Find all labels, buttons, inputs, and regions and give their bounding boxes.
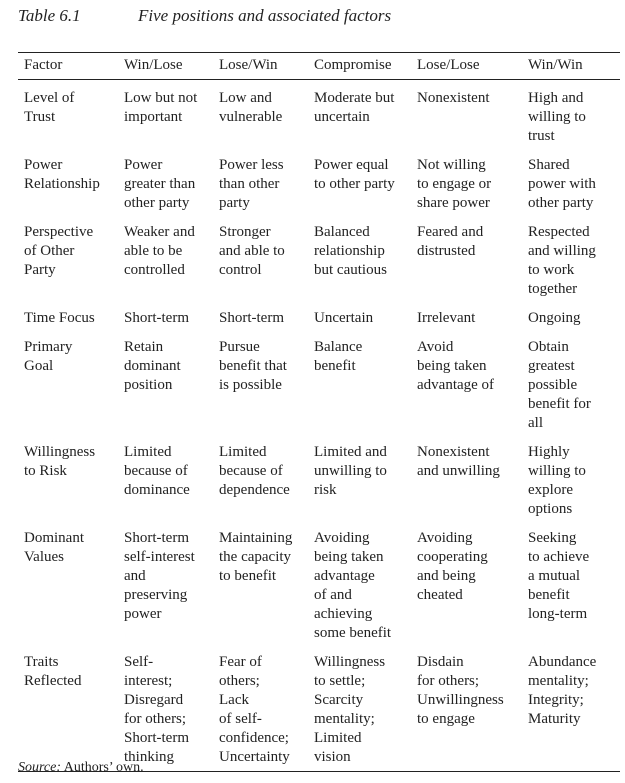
table-cell: Maintaining the capacity to benefit	[219, 530, 293, 584]
table-cell: Irrelevant	[417, 310, 476, 326]
table-cell: Disdain for others; Unwillingness to engage	[417, 654, 504, 727]
table-cell: Willingness to settle; Scarcity mentality; Limited vision	[314, 654, 386, 765]
source-text: Authors’ own.	[61, 760, 144, 775]
table-cell: Retain dominant position	[124, 339, 181, 393]
column-header: Win/Lose	[124, 57, 183, 73]
table-cell: Limited and unwilling to risk	[314, 444, 387, 498]
table-cell: Obtain greatest possible benefit for all	[528, 339, 591, 431]
table-row	[18, 213, 620, 299]
column-header: Factor	[24, 57, 63, 73]
column-header: Win/Win	[528, 57, 583, 73]
column-header: Lose/Lose	[417, 57, 480, 73]
table-row	[18, 328, 620, 433]
table-number: Table 6.1	[18, 6, 81, 25]
row-factor-label: Primary Goal	[24, 339, 73, 374]
table-cell: Stronger and able to control	[219, 224, 285, 278]
table-cell: Fear of others; Lack of self- confidence; Uncertainty	[219, 654, 290, 765]
table-source	[18, 758, 144, 777]
row-factor-label: Traits Reflected	[24, 654, 82, 689]
column-header: Compromise	[314, 57, 392, 73]
column-header: Lose/Win	[219, 57, 278, 73]
table-cell: Abundance mentality; Integrity; Maturity	[528, 654, 597, 727]
source-label: Source:	[18, 760, 62, 775]
row-factor-label: Willingness to Risk	[24, 444, 96, 479]
table-cell: Ongoing	[528, 310, 581, 326]
table-cell: Nonexistent	[417, 90, 490, 106]
table-cell: Limited because of dependence	[219, 444, 290, 498]
table-cell: Short-term	[219, 310, 284, 326]
table-cell: Weaker and able to be controlled	[124, 224, 195, 278]
table-cell: Short-term self-interest and preserving power	[124, 530, 195, 622]
table-cell: Pursue benefit that is possible	[219, 339, 287, 393]
table-cell: Seeking to achieve a mutual benefit long-term	[528, 530, 590, 622]
table-caption	[18, 6, 391, 25]
row-factor-label: Dominant Values	[24, 530, 84, 565]
row-factor-label: Perspective of Other Party	[24, 224, 94, 278]
table-row	[18, 643, 620, 772]
table-cell: Self- interest; Disregard for others; Short-term thinking	[124, 654, 189, 765]
table-row	[18, 80, 620, 147]
row-factor-label: Level of Trust	[24, 90, 75, 125]
table-row	[18, 433, 620, 519]
table-cell: Power less than other party	[219, 157, 284, 211]
table-cell: Moderate but uncertain	[314, 90, 395, 125]
table-cell: Low and vulnerable	[219, 90, 283, 125]
table-cell: Highly willing to explore options	[528, 444, 586, 517]
table-row	[18, 146, 620, 213]
table-cell: Avoid being taken advantage of	[417, 339, 495, 393]
row-factor-label: Power Relationship	[24, 157, 100, 192]
table-cell: Low but not important	[124, 90, 198, 125]
table-cell: Balance benefit	[314, 339, 363, 374]
table-cell: Uncertain	[314, 310, 374, 326]
table-cell: Not willing to engage or share power	[417, 157, 492, 211]
table-row	[18, 519, 620, 643]
table-cell: Respected and willing to work together	[528, 224, 596, 297]
positions-table	[18, 52, 620, 772]
table-cell: Feared and distrusted	[417, 224, 484, 259]
table-row	[18, 299, 620, 328]
table-cell: Limited because of dominance	[124, 444, 190, 498]
table-cell: High and willing to trust	[528, 90, 586, 144]
table-cell: Short-term	[124, 310, 189, 326]
table-cell: Nonexistent and unwilling	[417, 444, 500, 479]
table-cell: Power greater than other party	[124, 157, 196, 211]
table-title: Five positions and associated factors	[138, 6, 392, 25]
table-cell: Balanced relationship but cautious	[314, 224, 387, 278]
table-header-row	[18, 53, 620, 80]
table-cell: Avoiding being taken advantage of and achieving some benefit	[314, 530, 392, 641]
table-cell: Shared power with other party	[528, 157, 596, 211]
table-cell: Avoiding cooperating and being cheated	[417, 530, 488, 603]
row-factor-label: Time Focus	[24, 310, 95, 326]
table-cell: Power equal to other party	[314, 157, 395, 192]
